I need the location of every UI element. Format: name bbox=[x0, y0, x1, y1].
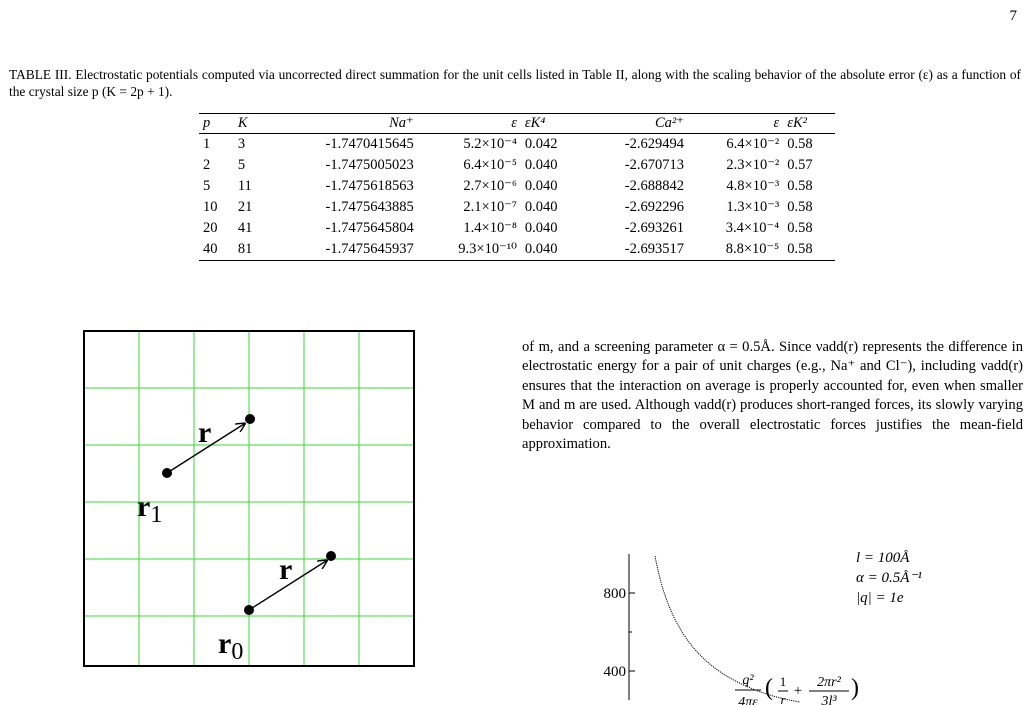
cell: 0.58 bbox=[787, 136, 813, 152]
cell: 5 bbox=[237, 157, 246, 173]
table-row bbox=[199, 134, 835, 156]
cell: 10 bbox=[203, 199, 218, 215]
cell: 2.3×10⁻² bbox=[726, 157, 780, 173]
header-ca: Ca²⁺ bbox=[655, 115, 684, 131]
plot-y-tick-label-400: 400 bbox=[603, 664, 626, 680]
formula-denominator-2: 3l³ bbox=[821, 694, 837, 705]
point-label-r1: $r_1$ bbox=[137, 490, 163, 528]
cell: 0.58 bbox=[787, 220, 813, 236]
cell: 3.4×10⁻⁴ bbox=[725, 220, 780, 236]
plot-y-tick-label-800: 800 bbox=[603, 586, 626, 602]
potential-plot bbox=[585, 540, 1031, 705]
cell: 0.040 bbox=[524, 178, 558, 194]
cell: 0.040 bbox=[524, 157, 558, 173]
formula-numerator: q² bbox=[742, 673, 754, 688]
cell: 1 bbox=[203, 136, 211, 152]
header-na: Na⁺ bbox=[389, 115, 414, 131]
cell: 11 bbox=[237, 178, 252, 194]
lattice-figure bbox=[84, 331, 414, 666]
page-number: 7 bbox=[1009, 8, 1017, 24]
table-row bbox=[199, 218, 835, 239]
cell: 40 bbox=[203, 241, 218, 257]
formula-one: 1 bbox=[779, 674, 787, 689]
cell: 0.040 bbox=[524, 241, 558, 257]
table-caption: TABLE III. Electrostatic potentials computed via uncorrected direct summation for the unit cells listed in Table II, along with the scaling behavior of the absolute error (ε) as a function of the crystal size p (K = 2p + 1). bbox=[9, 67, 1021, 99]
cell: 1.4×10⁻⁸ bbox=[463, 220, 517, 236]
formula-close-paren: ) bbox=[851, 675, 859, 701]
cell: 81 bbox=[237, 241, 253, 257]
cell: -2.670713 bbox=[624, 157, 684, 173]
potential-plot-svg bbox=[585, 540, 1031, 705]
cell: 2.7×10⁻⁶ bbox=[463, 178, 517, 194]
cell: -2.692296 bbox=[624, 199, 684, 215]
table-row bbox=[199, 155, 835, 176]
header-epsk2: εK² bbox=[787, 115, 807, 131]
body-paragraph: of m, and a screening parameter α = 0.5Å. Since νadd(r) represents the difference in electrostatic energy for a pair of unit charges (e.g., Na⁺ and Cl⁻), including νadd(r) ensures that the interaction on average is properly accounted for, even when smaller M and m are used. Although νadd(r) produces short-ranged forces, its slowly varying behavior compared to the overall electrostatic forces justifies the mean-field approximation. bbox=[522, 339, 1023, 453]
plot-param-length: l = 100Å bbox=[856, 550, 910, 566]
cell: 4.8×10⁻³ bbox=[726, 178, 780, 194]
header-eps-na: ε bbox=[511, 115, 517, 131]
cell: 0.042 bbox=[524, 136, 558, 152]
cell: 21 bbox=[237, 199, 253, 215]
cell: 2 bbox=[203, 157, 211, 173]
formula-open-paren: ( bbox=[765, 675, 773, 701]
cell: 0.58 bbox=[787, 241, 813, 257]
lattice-point-r0 bbox=[244, 605, 254, 615]
plot-param-charge: |q| = 1e bbox=[856, 590, 904, 606]
point-label-r0: $r_0$ bbox=[218, 627, 244, 665]
cell: 2.1×10⁻⁷ bbox=[463, 199, 517, 215]
cell: 5 bbox=[203, 178, 211, 194]
cell: 0.58 bbox=[787, 199, 813, 215]
cell: 5.2×10⁻⁴ bbox=[463, 136, 517, 152]
formula-plus: + bbox=[793, 683, 803, 699]
cell: -1.7475645804 bbox=[325, 220, 414, 236]
cell: 41 bbox=[237, 220, 253, 236]
table-row bbox=[199, 176, 835, 197]
formula-r: r bbox=[780, 692, 786, 705]
cell: 0.040 bbox=[524, 220, 558, 236]
table-row bbox=[199, 239, 835, 261]
lattice-point-r1 bbox=[162, 468, 172, 478]
formula-numerator-2: 2πr² bbox=[817, 675, 841, 690]
cell: -2.693517 bbox=[624, 241, 684, 257]
cell: 0.57 bbox=[787, 157, 813, 173]
cell: -1.7475005023 bbox=[325, 157, 414, 173]
cell: 0.040 bbox=[524, 199, 558, 215]
header-k: K bbox=[237, 115, 248, 131]
vector-label-1: r bbox=[198, 416, 212, 449]
cell: 9.3×10⁻¹⁰ bbox=[458, 241, 517, 257]
cell: -1.7475618563 bbox=[325, 178, 414, 194]
lattice-point-end-1 bbox=[245, 414, 255, 424]
table-header-row bbox=[199, 114, 835, 134]
cell: 6.4×10⁻⁵ bbox=[463, 157, 517, 173]
plot-param-alpha: α = 0.5Å⁻¹ bbox=[856, 570, 922, 586]
header-p: p bbox=[203, 115, 211, 131]
table-row bbox=[199, 197, 835, 218]
cell: 3 bbox=[237, 136, 246, 152]
cell: -1.7475645937 bbox=[325, 241, 414, 257]
header-epsk4: εK⁴ bbox=[524, 115, 546, 131]
lattice-grid-lines bbox=[84, 331, 414, 666]
cell: -1.7475643885 bbox=[325, 199, 414, 215]
cell: -2.629494 bbox=[624, 136, 684, 152]
cell: -1.7470415645 bbox=[325, 136, 414, 152]
cell: -2.688842 bbox=[624, 178, 684, 194]
results-table-container bbox=[199, 113, 835, 261]
formula-denominator: 4πε bbox=[738, 695, 758, 705]
cell: 1.3×10⁻³ bbox=[726, 199, 780, 215]
vector-label-0: r bbox=[279, 553, 293, 586]
cell: 0.58 bbox=[787, 178, 813, 194]
cell: -2.693261 bbox=[624, 220, 684, 236]
results-table bbox=[199, 113, 835, 261]
header-eps-ca: ε bbox=[773, 115, 780, 131]
lattice-svg bbox=[84, 331, 414, 666]
cell: 8.8×10⁻⁵ bbox=[725, 241, 780, 257]
cell: 20 bbox=[203, 220, 218, 236]
cell: 6.4×10⁻² bbox=[726, 136, 780, 152]
potential-curve bbox=[655, 556, 803, 702]
lattice-point-end-0 bbox=[326, 551, 336, 561]
